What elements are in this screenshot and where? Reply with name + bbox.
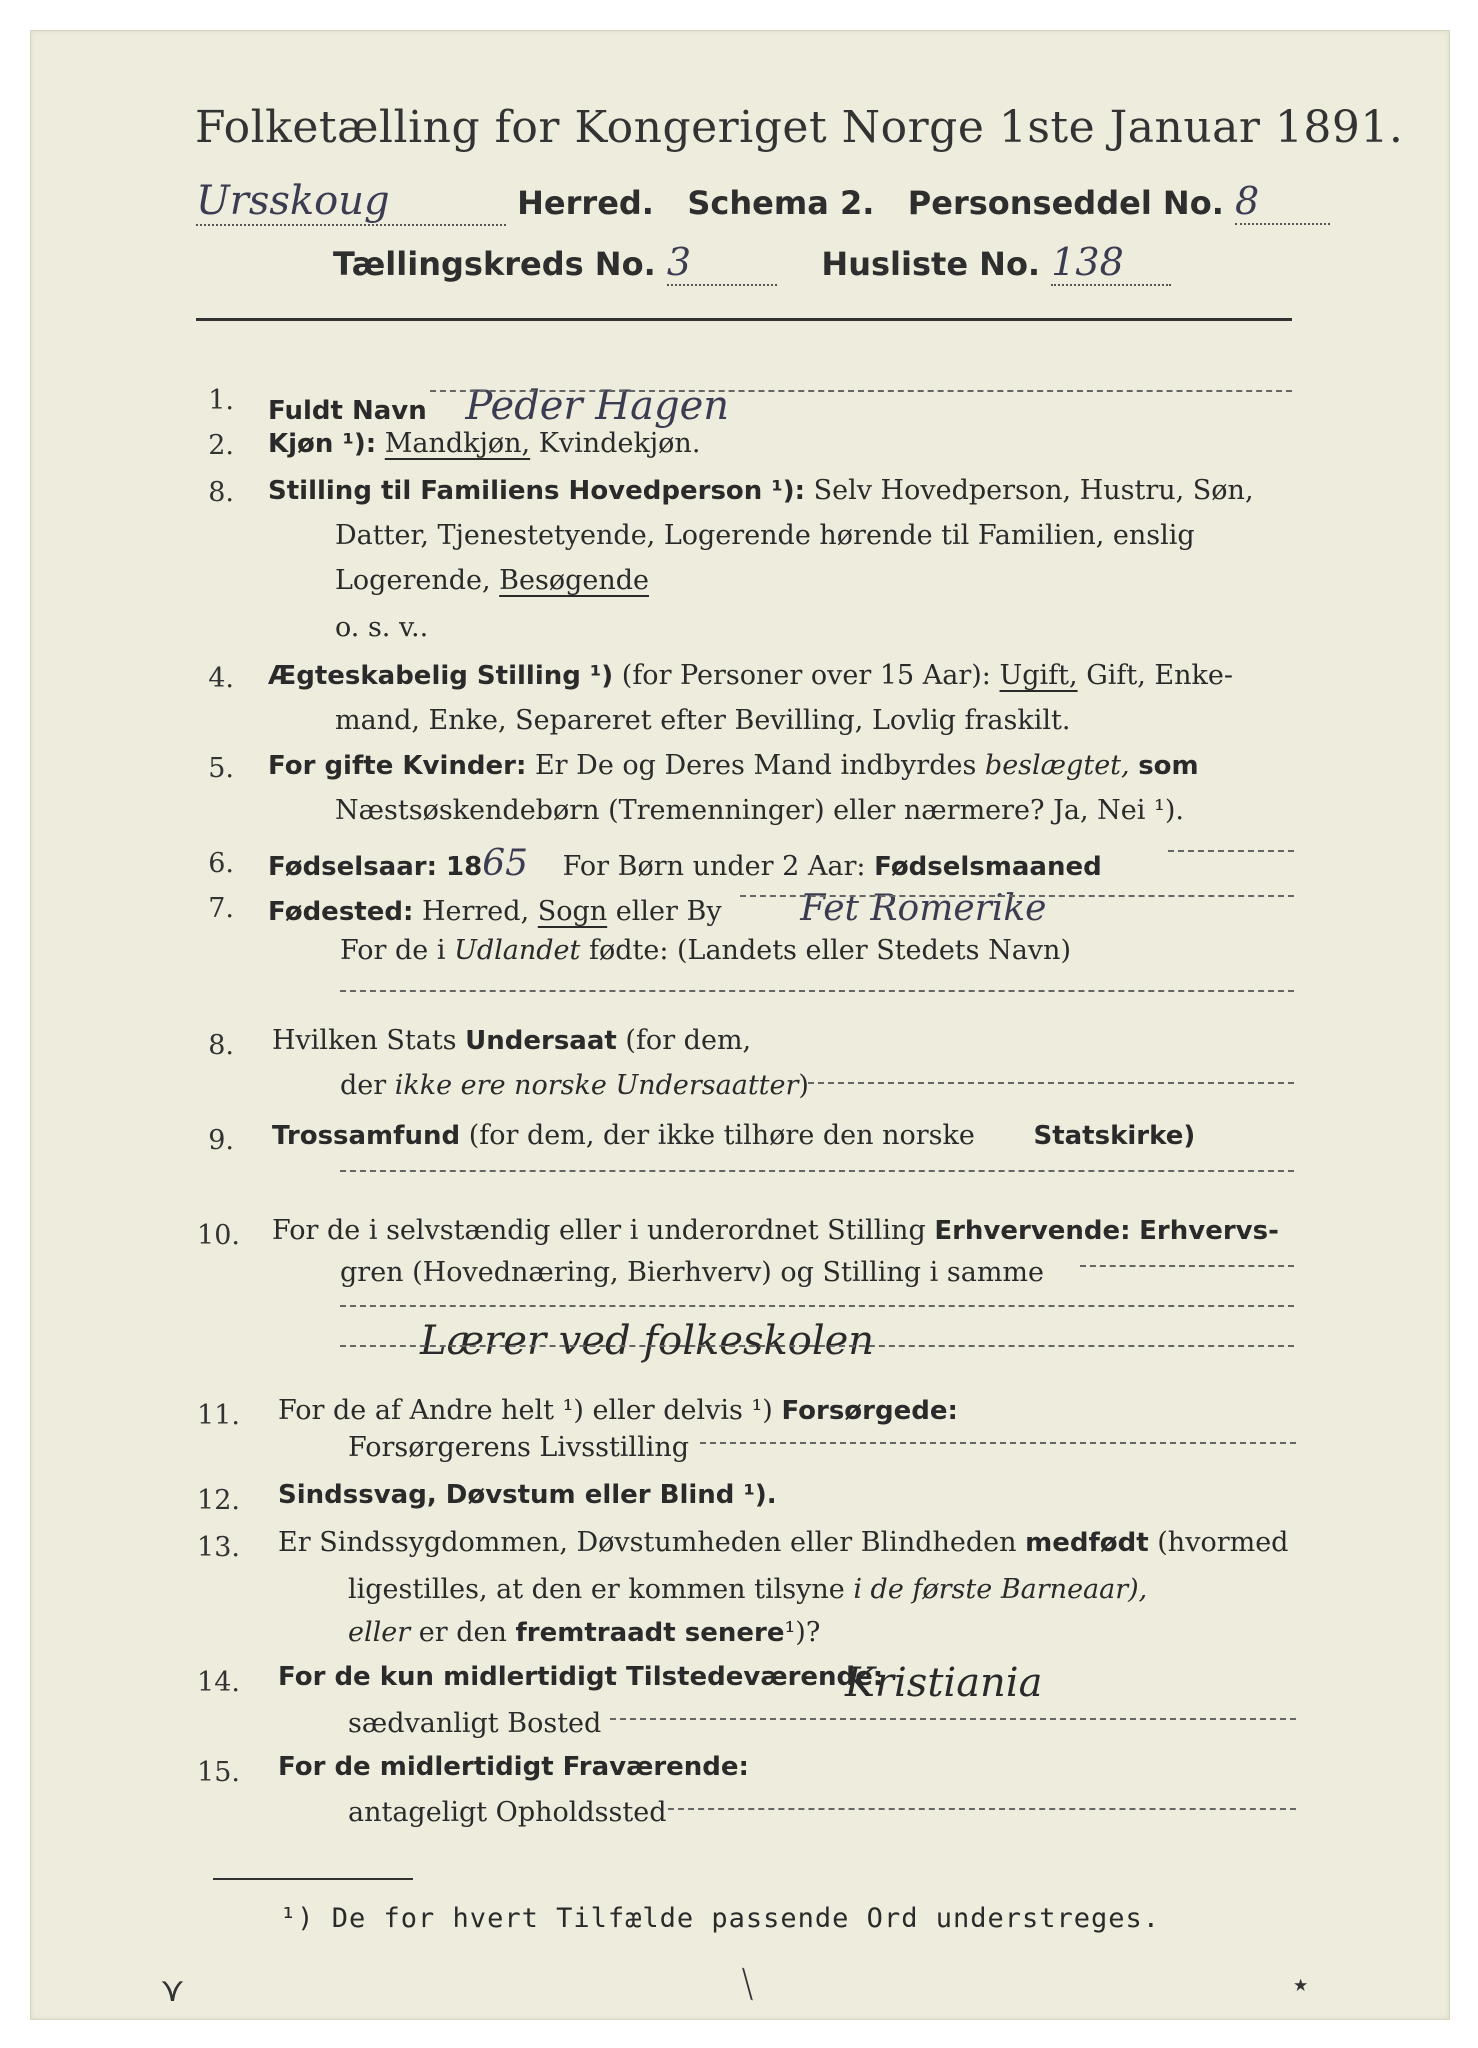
q13-medfodt: medfødt [1025, 1528, 1149, 1558]
husliste-value: 138 [1051, 240, 1124, 284]
q14-label: For de kun midlertidigt Tilstedeværende: [278, 1662, 884, 1692]
footnote-rule [213, 1878, 413, 1880]
q12-label: Sindssvag, Døvstum eller Blind ¹). [278, 1480, 777, 1510]
herred-label: Herred. [517, 184, 654, 222]
q11-line-1 [278, 1395, 958, 1426]
q8-der: der [340, 1070, 387, 1101]
q6-line [268, 843, 1102, 884]
taellingskreds-value: 3 [666, 240, 692, 284]
q4-qualifier: (for Personer over 15 Aar): [621, 660, 991, 691]
q9-label: Trossamfund [272, 1121, 461, 1151]
q7-line2-rest: fødte: (Landets eller Stedets Navn) [588, 935, 1071, 966]
q8-line-1 [272, 1025, 751, 1056]
q3-line-1 [268, 475, 1254, 506]
q4-option-ugift: Ugift, [999, 660, 1078, 691]
q15-fill-line [668, 1808, 1296, 1810]
q4-label: Ægteskabelig Stilling ¹) [268, 661, 614, 691]
q7-label: Fødested: [268, 897, 414, 927]
q13-number: 13. [197, 1532, 240, 1563]
q4-options-rest: Gift, Enke- [1086, 660, 1233, 691]
q10-fill-line-1 [1080, 1265, 1294, 1267]
q10-fill-line-3 [340, 1345, 1294, 1347]
q7-udlandet: Udlandet [454, 935, 581, 966]
q1-number: 1. [208, 385, 234, 416]
q9-qualifier: (for dem, der ikke tilhøre den norske [468, 1120, 975, 1151]
q1-value: Peder Hagen [465, 383, 730, 429]
q10-line-1 [272, 1215, 1279, 1246]
pencil-mark-right: ⋆ [1290, 1965, 1312, 2005]
q6-value: 65 [482, 843, 529, 884]
q13-line-2 [348, 1574, 1147, 1605]
q6-born-label: For Børn under 2 Aar: [562, 851, 866, 882]
q4-number: 4. [208, 663, 234, 694]
q8-undersaat: Undersaat [465, 1026, 617, 1056]
q7-option-sogn: Sogn [537, 896, 608, 927]
q13-end: ¹)? [784, 1617, 821, 1648]
q15-line-2: antageligt Opholdssted [348, 1797, 667, 1828]
q7-option-herred: Herred, [421, 896, 530, 927]
q8-line-2: der ikke ere norske Undersaatter) [340, 1070, 809, 1101]
q5-beslaegtet: beslægtet, [984, 750, 1130, 781]
q11-fill-line [700, 1442, 1296, 1444]
q15-label: For de midlertidigt Fraværende: [278, 1752, 749, 1782]
q2-label: Kjøn ¹): [268, 429, 377, 459]
q6-fodselsmaaned: Fødselsmaaned [874, 852, 1102, 882]
q3-line-4: o. s. v.. [335, 612, 429, 643]
q8-label: Hvilken Stats [272, 1025, 457, 1056]
q7-fill-line [740, 895, 1294, 897]
q7-number: 7. [208, 893, 234, 924]
footnote: ¹) De for hvert Tilfælde passende Ord understreges. [280, 1903, 1161, 1934]
q14-line-2: sædvanligt Bosted [348, 1708, 602, 1739]
q4-line-2: mand, Enke, Separeret efter Bevilling, Lovlig fraskilt. [335, 705, 1071, 736]
q14-value: Kristiania [845, 1660, 1043, 1706]
q10-fill-line-2 [340, 1305, 1294, 1307]
q6-fill-line [1168, 850, 1294, 852]
q10-number: 10. [197, 1220, 240, 1251]
personseddel-value: 8 [1234, 179, 1260, 223]
q7-line-2 [340, 935, 1071, 966]
q7-line2-prefix: For de i [340, 935, 446, 966]
q3-option-logerende: Logerende, [335, 565, 491, 596]
q13-line-3 [348, 1617, 820, 1648]
q5-label: For gifte Kvinder: [268, 751, 527, 781]
q9-number: 9. [208, 1125, 234, 1156]
q8-qualifier: (for dem, [625, 1025, 752, 1056]
q4-line-1 [268, 660, 1233, 691]
schema-label: Schema 2. [687, 184, 875, 222]
q10-question: For de i selvstændig eller i underordnet Stilling [272, 1215, 926, 1246]
q10-erhvervsgren: Erhvervs- [1139, 1216, 1279, 1246]
q5-number: 5. [208, 753, 234, 784]
q9-fill-line [340, 1170, 1294, 1172]
q2-option-kvindekjon: Kvindekjøn. [538, 428, 701, 459]
pencil-mark-center: ⟍ [727, 1961, 767, 2009]
q1-fill-line [430, 390, 1292, 392]
q8-ikke-norske: ikke ere norske Undersaatter [394, 1070, 799, 1101]
q6-number: 6. [208, 848, 234, 879]
q11-number: 11. [197, 1400, 240, 1431]
q3-label: Stilling til Familiens Hovedperson ¹): [268, 476, 806, 506]
q13-line-1 [278, 1527, 1288, 1558]
q7-fill-line-2 [340, 990, 1294, 992]
header-taellingskreds-line [333, 240, 1171, 286]
q6-label: Fødselsaar: 18 [268, 852, 483, 882]
q5-line-2: Næstsøskendebørn (Tremenninger) eller nærmere? Ja, Nei ¹). [335, 795, 1184, 826]
q2-number: 2. [208, 430, 234, 461]
q13-question: Er Sindssygdommen, Døvstumheden eller Blindheden [278, 1527, 1017, 1558]
taellingskreds-label: Tællingskreds No. [333, 245, 656, 283]
q10-value: Lærer ved folkeskolen [420, 1318, 875, 1364]
q3-options-1: Selv Hovedperson, Hustru, Søn, [813, 475, 1254, 506]
herred-value: Ursskoug [196, 178, 390, 224]
form-title: Folketælling for Kongeriget Norge 1ste Januar 1891. [195, 102, 1404, 153]
q3-number: 8. [208, 477, 234, 508]
pencil-mark-left: ⋎ [160, 1970, 185, 2010]
q11-question: For de af Andre helt ¹) eller delvis ¹) [278, 1395, 773, 1426]
q10-line-2: gren (Hovednæring, Bierhverv) og Stilling i samme [340, 1257, 1045, 1288]
q10-erhvervende: Erhvervende: [934, 1216, 1131, 1246]
q9-statskirke: Statskirke) [1033, 1121, 1196, 1151]
q12-number: 12. [197, 1485, 240, 1516]
q13-eller: eller [348, 1617, 411, 1648]
q9-line-1 [272, 1120, 1195, 1151]
q11-line-2: Forsørgerens Livsstilling [348, 1432, 690, 1463]
q3-line-2: Datter, Tjenestetyende, Logerende hørende til Familien, enslig [335, 520, 1195, 551]
q2-line [268, 428, 700, 459]
q3-line-3 [335, 565, 649, 596]
husliste-label: Husliste No. [821, 245, 1041, 283]
q13-line2-text: ligestilles, at den er kommen tilsyne [348, 1574, 845, 1605]
q13-forste-barneaar: i de første Barneaar), [853, 1574, 1148, 1605]
q2-option-mandkjon: Mandkjøn, [384, 428, 531, 459]
q7-option-by: eller By [615, 896, 722, 927]
q5-line-1 [268, 750, 1199, 781]
q13-hvormed: (hvormed [1157, 1527, 1289, 1558]
personseddel-label: Personseddel No. [907, 184, 1224, 222]
q11-forsorgede: Forsørgede: [781, 1396, 958, 1426]
q13-er-den: er den [418, 1617, 507, 1648]
q14-fill-line [610, 1718, 1296, 1720]
q7-value: Fet Romerike [800, 888, 1047, 929]
q1-label: Fuldt Navn [268, 396, 427, 426]
q14-number: 14. [197, 1667, 240, 1698]
q15-number: 15. [197, 1757, 240, 1788]
q5-question: Er De og Deres Mand indbyrdes [534, 750, 977, 781]
q8-fill-line [808, 1082, 1294, 1084]
header-rule [196, 318, 1292, 321]
q5-som: som [1138, 751, 1199, 781]
q3-option-besogende: Besøgende [499, 565, 650, 596]
q8-number: 8. [208, 1030, 234, 1061]
header-herred-line [196, 178, 1330, 226]
q13-fremtraadt: fremtraadt senere [515, 1618, 785, 1648]
